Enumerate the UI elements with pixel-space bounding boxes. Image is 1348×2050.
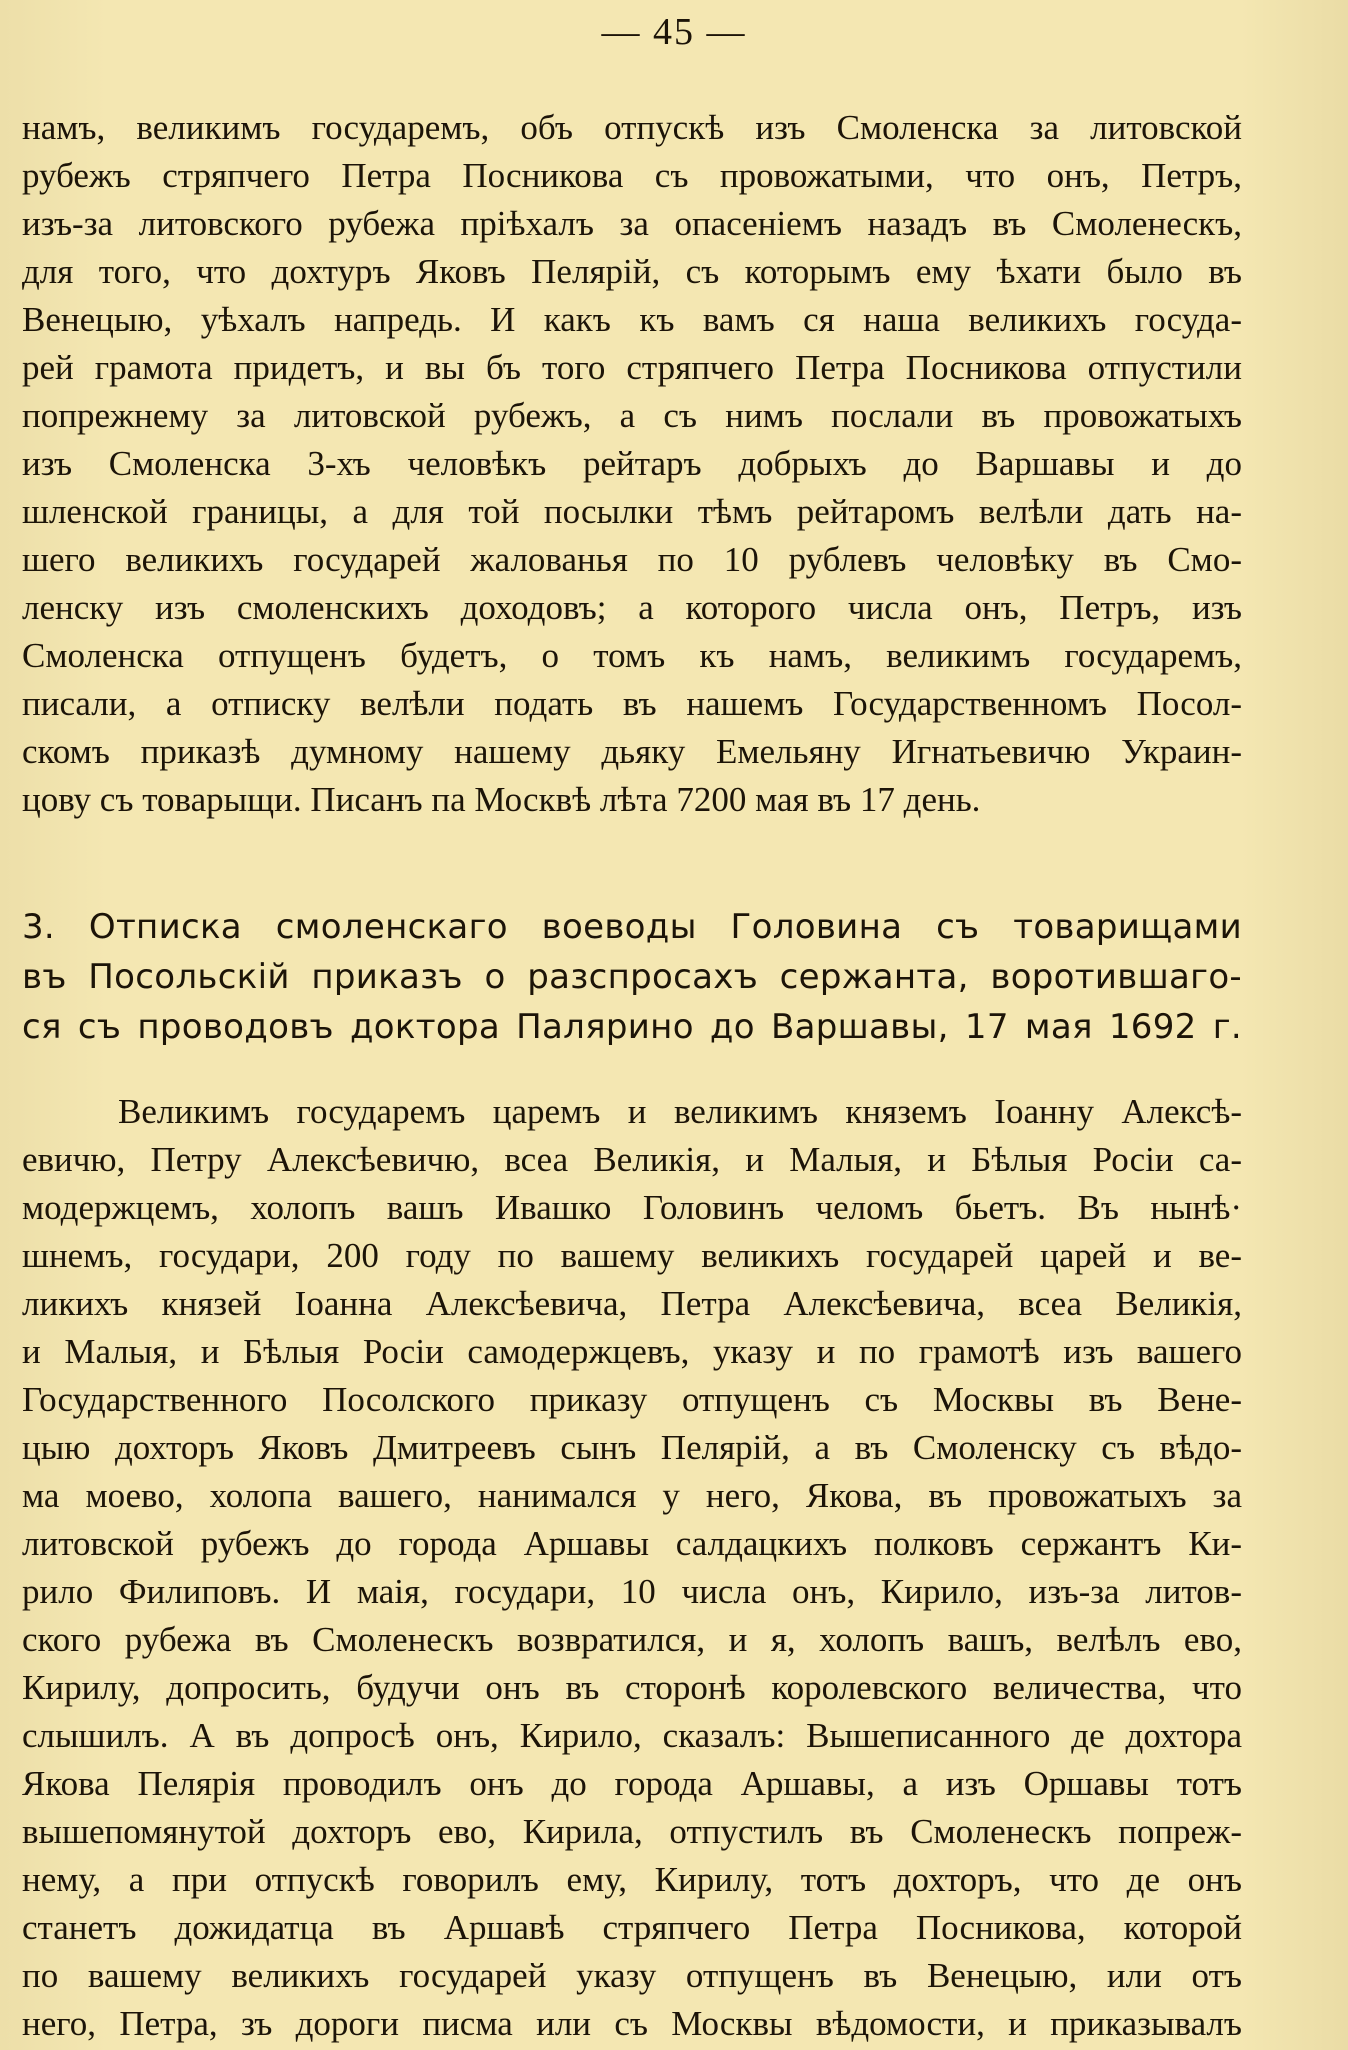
text-line: станетъ дожидатца въ Аршавѣ стряпчего Петра Посникова, которой (22, 1908, 1242, 1947)
text-line: цову съ товарыщи. Писанъ па Москвѣ лѣта 7200 мая въ 17 день. (22, 780, 981, 819)
text-line: него, Петра, зъ дороги писма или съ Москвы вѣдомости, и приказывалъ (22, 2004, 1242, 2043)
text-line: ского рубежа въ Смоленескъ возвратился, и я, холопъ вашъ, велѣлъ ево, (22, 1620, 1242, 1659)
body-paragraph (22, 1088, 1242, 2048)
heading-line: 3. Отписка смоленскаго воеводы Головина съ товарищами (22, 907, 1242, 947)
text-line: Великимъ государемъ царемъ и великимъ княземъ Іоанну Алексѣ- (118, 1092, 1242, 1131)
text-line: вышепомянутой дохторъ ево, Кирила, отпустилъ въ Смоленескъ попреж- (22, 1812, 1242, 1851)
text-line: рило Филиповъ. И маія, государи, 10 числа онъ, Кирило, изъ-за литов- (22, 1572, 1242, 1611)
text-line: изъ-за литовского рубежа пріѣхалъ за опасеніемъ назадъ въ Смоленескъ, (22, 204, 1242, 243)
text-line: цыю дохторъ Яковъ Дмитреевъ сынъ Пелярій, а въ Смоленску съ вѣдо- (22, 1428, 1242, 1467)
text-line: Якова Пелярія проводилъ онъ до города Аршавы, а изъ Оршавы тотъ (22, 1764, 1242, 1803)
heading-line: въ Посольскій приказъ о разспросахъ сержанта, воротившаго- (22, 957, 1242, 997)
text-line: шего великихъ государей жалованья по 10 рублевъ человѣку въ Смо- (22, 540, 1242, 579)
text-line: по вашему великихъ государей указу отпущенъ въ Венецыю, или отъ (22, 1956, 1242, 1995)
text-line: и Малыя, и Бѣлыя Росіи самодержцевъ, указу и по грамотѣ изъ вашего (22, 1332, 1242, 1371)
page-number: — 45 — (601, 11, 747, 53)
text-line: литовской рубежъ до города Аршавы салдацкихъ полковъ сержантъ Ки- (22, 1524, 1242, 1563)
text-line: писали, а отписку велѣли подать въ нашемъ Государственномъ Посол- (22, 684, 1242, 723)
text-line: скомъ приказѣ думному нашему дьяку Емельяну Игнатьевичю Украин- (22, 732, 1242, 771)
text-line: модержцемъ, холопъ вашъ Ивашко Головинъ челомъ бьетъ. Въ нынѣ· (22, 1188, 1242, 1227)
text-line: нему, а при отпускѣ говорилъ ему, Кирилу, тотъ дохторъ, что де онъ (22, 1860, 1242, 1899)
text-line: Смоленска отпущенъ будетъ, о томъ къ намъ, великимъ государемъ, (22, 636, 1242, 675)
text-line: намъ, великимъ государемъ, объ отпускѣ изъ Смоленска за литовской (22, 108, 1242, 147)
text-line: ленску изъ смоленскихъ доходовъ; а которого числа онъ, Петръ, изъ (22, 588, 1242, 627)
text-line: евичю, Петру Алексѣевичю, всеа Великія, и Малыя, и Бѣлыя Росіи са- (22, 1140, 1242, 1179)
text-line: рей грамота придетъ, и вы бъ того стряпчего Петра Посникова отпустили (22, 348, 1242, 387)
text-line: слышилъ. А въ допросѣ онъ, Кирило, сказалъ: Вышеписанного де дохтора (22, 1716, 1242, 1755)
top-paragraph (22, 104, 1242, 824)
text-line: Венецыю, уѣхалъ напредь. И какъ къ вамъ ся наша великихъ госуда- (22, 300, 1242, 339)
text-line: ма моево, холопа вашего, нанимался у него, Якова, въ провожатыхъ за (22, 1476, 1242, 1515)
text-line: изъ Смоленска 3-хъ человѣкъ рейтаръ добрыхъ до Варшавы и до (22, 444, 1242, 483)
text-line: для того, что дохтуръ Яковъ Пелярій, съ которымъ ему ѣхати было въ (22, 252, 1242, 291)
text-line: шнемъ, государи, 200 году по вашему великихъ государей царей и ве- (22, 1236, 1242, 1275)
text-line: шленской границы, а для той посылки тѣмъ рейтаромъ велѣли дать на- (22, 492, 1242, 531)
section-heading (22, 902, 1242, 1052)
text-line: попрежнему за литовской рубежъ, а съ нимъ послали въ провожатыхъ (22, 396, 1242, 435)
text-line: ликихъ князей Іоанна Алексѣевича, Петра Алексѣевича, всеа Великія, (22, 1284, 1242, 1323)
text-line: рубежъ стряпчего Петра Посникова съ провожатыми, что онъ, Петръ, (22, 156, 1242, 195)
text-line: Государственного Посолского приказу отпущенъ съ Москвы въ Вене- (22, 1380, 1242, 1419)
text-line: Кирилу, допросить, будучи онъ въ сторонѣ королевского величества, что (22, 1668, 1242, 1707)
heading-line: ся съ проводовъ доктора Палярино до Варшавы, 17 мая 1692 г. (22, 1007, 1242, 1047)
